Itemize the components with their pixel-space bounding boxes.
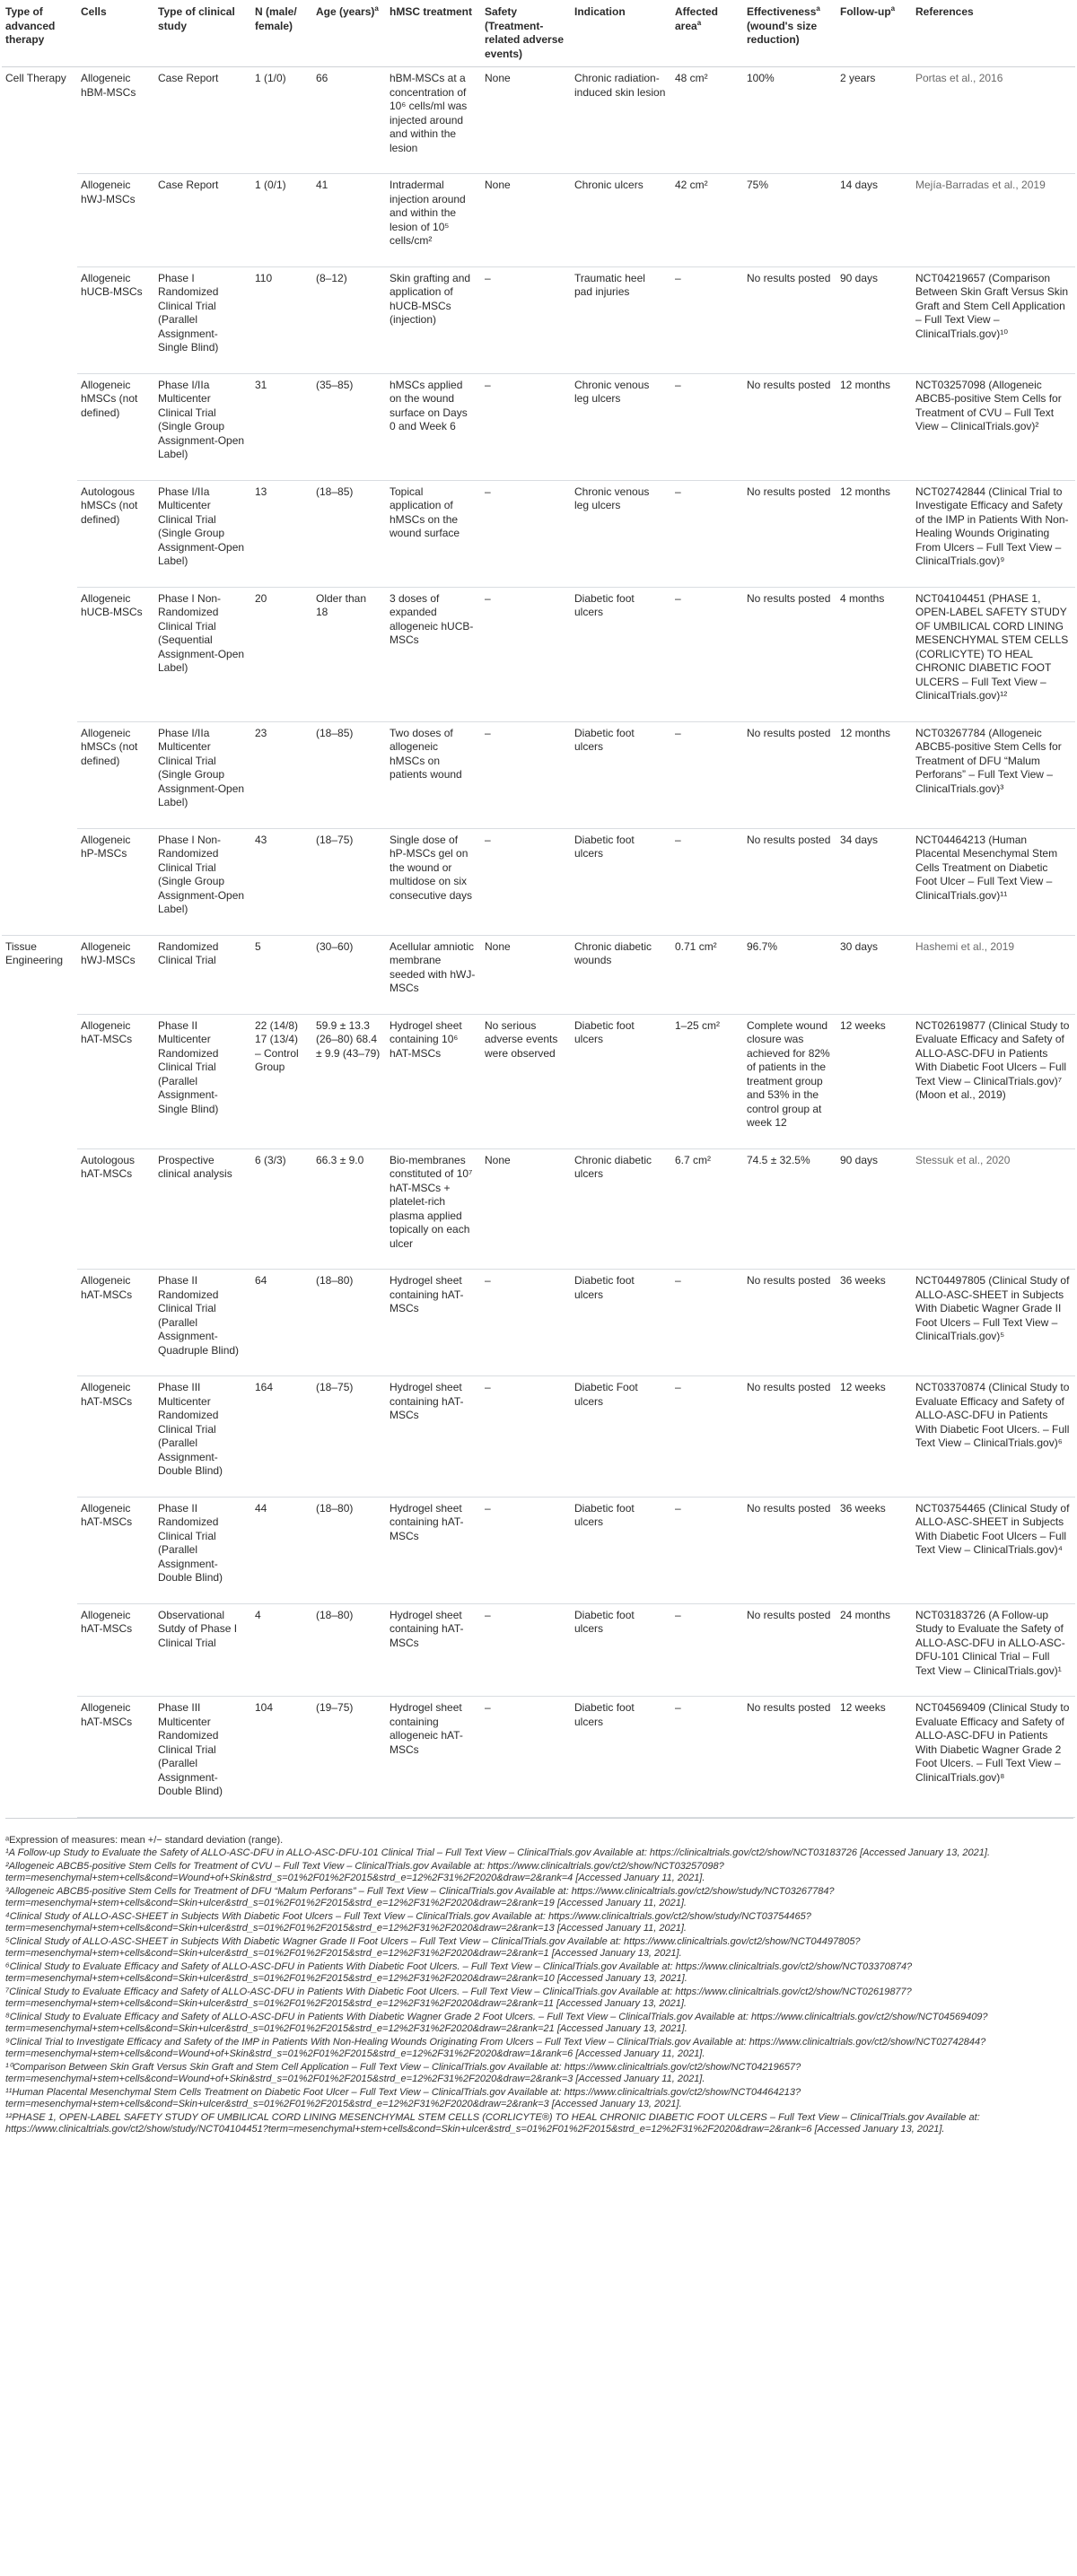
table-row <box>2 1376 1075 1498</box>
study-type: Phase II Multicenter Randomized Clinical Trial (Parallel Assignment-Single Blind) <box>154 1014 251 1148</box>
reference[interactable]: NCT02742844 (Clinical Trial to Investigate Efficacy and Safety of the IMP in Patients With Non-Healing Wounds Originating From Ulcers – Full Text View – ClinicalTrials.gov)⁹ <box>912 480 1075 587</box>
table-row <box>2 587 1075 721</box>
header-indication: Indication <box>571 2 671 67</box>
safety: – <box>481 721 571 828</box>
table-row <box>2 1497 1075 1603</box>
table-row <box>2 67 1075 174</box>
age-range: (8–12) <box>312 266 386 373</box>
follow-up: 36 weeks <box>836 1270 912 1376</box>
treatment: Hydrogel sheet containing allogeneic hAT-MSCs <box>386 1697 481 1818</box>
treatment: Bio-membranes constituted of 10⁷ hAT-MSCs + platelet-rich plasma applied topically on each ulcer <box>386 1148 481 1270</box>
study-type: Phase I Non-Randomized Clinical Trial (Single Group Assignment-Open Label) <box>154 828 251 935</box>
therapy-type <box>2 1497 77 1603</box>
affected-area: 42 cm² <box>671 174 743 267</box>
therapy-type <box>2 721 77 828</box>
affected-area: – <box>671 828 743 935</box>
cell-type: Allogeneic hAT-MSCs <box>77 1697 154 1818</box>
effectiveness: No results posted <box>743 266 836 373</box>
sample-size: 23 <box>251 721 312 828</box>
follow-up: 12 weeks <box>836 1014 912 1148</box>
safety: – <box>481 1697 571 1818</box>
treatment: Hydrogel sheet containing hAT-MSCs <box>386 1603 481 1697</box>
study-type: Prospective clinical analysis <box>154 1148 251 1270</box>
table-row <box>2 935 1075 1014</box>
sample-size: 110 <box>251 266 312 373</box>
header-area <box>671 2 743 67</box>
cell-type: Allogeneic hWJ-MSCs <box>77 174 154 267</box>
age-range: (19–75) <box>312 1697 386 1818</box>
table-row <box>2 373 1075 480</box>
table-row <box>2 721 1075 828</box>
effectiveness: 74.5 ± 32.5% <box>743 1148 836 1270</box>
header-references: References <box>912 2 1075 67</box>
footnote: ᵃExpression of measures: mean +/− standard deviation (range). <box>5 1834 284 1846</box>
therapy-type <box>2 174 77 267</box>
sample-size: 1 (1/0) <box>251 67 312 174</box>
table-row <box>2 1270 1075 1376</box>
table-header-row <box>2 2 1075 67</box>
age-range: (18–85) <box>312 721 386 828</box>
table-row <box>2 828 1075 935</box>
reference[interactable]: NCT02619877 (Clinical Study to Evaluate Efficacy and Safety of ALLO-ASC-DFU in Patients With Diabetic Foot Ulcers – Full Text View – ClinicalTrials.gov)⁷ (Moon et al., 2019) <box>912 1014 1075 1148</box>
header-effectiveness <box>743 2 836 67</box>
sample-size: 104 <box>251 1697 312 1818</box>
indication: Diabetic foot ulcers <box>571 1014 671 1148</box>
study-type: Phase I Non-Randomized Clinical Trial (Sequential Assignment-Open Label) <box>154 587 251 721</box>
effectiveness: No results posted <box>743 1376 836 1498</box>
treatment: Hydrogel sheet containing hAT-MSCs <box>386 1376 481 1498</box>
treatment: Topical application of hMSCs on the wound surface <box>386 480 481 587</box>
follow-up: 34 days <box>836 828 912 935</box>
study-type: Randomized Clinical Trial <box>154 935 251 1014</box>
table-body <box>2 67 1075 1818</box>
cell-type: Allogeneic hAT-MSCs <box>77 1376 154 1498</box>
safety: No serious adverse events were observed <box>481 1014 571 1148</box>
study-type: Phase I Randomized Clinical Trial (Parallel Assignment-Single Blind) <box>154 266 251 373</box>
study-type: Phase III Multicenter Randomized Clinical Trial (Parallel Assignment-Double Blind) <box>154 1697 251 1818</box>
affected-area: – <box>671 1497 743 1603</box>
follow-up: 14 days <box>836 174 912 267</box>
affected-area: – <box>671 1376 743 1498</box>
therapy-type <box>2 1603 77 1697</box>
header-followup-sup: a <box>890 4 896 13</box>
table-row <box>2 1603 1075 1697</box>
indication: Diabetic foot ulcers <box>571 587 671 721</box>
safety: – <box>481 1376 571 1498</box>
header-therapy: Type of advanced therapy <box>2 2 77 67</box>
affected-area: – <box>671 266 743 373</box>
age-range: (18–75) <box>312 1376 386 1498</box>
cell-type: Allogeneic hWJ-MSCs <box>77 935 154 1014</box>
safety: None <box>481 1148 571 1270</box>
header-followup <box>836 2 912 67</box>
therapy-type <box>2 266 77 373</box>
cell-type: Autologous hAT-MSCs <box>77 1148 154 1270</box>
header-cells: Cells <box>77 2 154 67</box>
treatment: Hydrogel sheet containing 10⁶ hAT-MSCs <box>386 1014 481 1148</box>
effectiveness: No results posted <box>743 587 836 721</box>
footnote: ⁶Clinical Study to Evaluate Efficacy and Safety of ALLO-ASC-DFU in Patients With Diabetic Foot Ulcers. – Full Text View – ClinicalTrials.gov Available at: https://www.clinicaltrials.gov/ct2/show/NCT03370874?term=mesenchymal+stem+cells&cond=Skin+ulcer&strd_s=01%2F01%2F2015&strd_e=12%2F31%2F2020&draw=2&rank=10 [Accessed January 13, 2021]. <box>5 1960 913 1984</box>
cell-type: Allogeneic hMSCs (not defined) <box>77 721 154 828</box>
effectiveness: No results posted <box>743 1497 836 1603</box>
age-range: (30–60) <box>312 935 386 1014</box>
safety: None <box>481 174 571 267</box>
sample-size: 44 <box>251 1497 312 1603</box>
safety: – <box>481 480 571 587</box>
study-type: Phase I/IIa Multicenter Clinical Trial (Single Group Assignment-Open Label) <box>154 480 251 587</box>
footnote: ⁵Clinical Study of ALLO-ASC-SHEET in Subjects With Diabetic Wagner Grade II Foot Ulcers – Full Text View – ClinicalTrials.gov Available at: https://www.clinicaltrials.gov/ct2/show/NCT04497805?term=mesenchymal+stem+cells&cond=Skin+ulcer&strd_s=01%2F01%2F2015&strd_e=12%2F31%2F2020&draw=2&rank=1 [Accessed January 13, 2021]. <box>5 1935 861 1959</box>
effectiveness: No results posted <box>743 373 836 480</box>
reference[interactable]: Portas et al., 2016 <box>912 67 1075 174</box>
footnote: ⁹Clinical Trial to Investigate Efficacy and Safety of the IMP in Patients With Non-Healing Wounds Originating From Ulcers – Full Text View – ClinicalTrials.gov Available at: https://www.clinicaltrials.gov/ct2/show/NCT02742844?term=mesenchymal+stem+cells&cond=Wound+of+Skin&strd_s=01%2F01%2F2015&strd_e=12%2F31%2F2020&draw=1&rank=6 [Accessed January 11, 2021]. <box>5 2036 986 2059</box>
follow-up: 36 weeks <box>836 1497 912 1603</box>
effectiveness: No results posted <box>743 1270 836 1376</box>
footnote: ⁷Clinical Study to Evaluate Efficacy and Safety of ALLO-ASC-DFU in Patients With Diabetic Foot Ulcers. – Full Text View – ClinicalTrials.gov Available at: https://www.clinicaltrials.gov/ct2/show/NCT02619877?term=mesenchymal+stem+cells&cond=Skin+ulcer&strd_s=01%2F01%2F2015&strd_e=12%2F31%2F2020&draw=2&rank=11 [Accessed January 13, 2021]. <box>5 1986 912 2009</box>
indication: Chronic radiation-induced skin lesion <box>571 67 671 174</box>
effectiveness: 75% <box>743 174 836 267</box>
indication: Diabetic foot ulcers <box>571 1603 671 1697</box>
footnote: ⁸Clinical Study to Evaluate Efficacy and Safety of ALLO-ASC-DFU in Patients With Diabetic Wagner Grade 2 Foot Ulcers. – Full Text View – ClinicalTrials.gov Available at: https://www.clinicaltrials.gov/ct2/show/NCT04569409?term=mesenchymal+stem+cells&cond=Skin+ulcer&strd_s=01%2F01%2F2015&strd_e=12%2F31%2F2020&draw=2&rank=21 [Accessed January 13, 2021]. <box>5 2011 988 2034</box>
footnote: ³Allogeneic ABCB5-positive Stem Cells for Treatment of DFU “Malum Perforans” – Full Text View – ClinicalTrials.gov Available at: https://www.clinicaltrials.gov/ct2/show/study/NCT03267784?term=mesenchymal+stem+cells&cond=Skin+ulcer&strd_s=01%2F01%2F2015&strd_e=12%2F31%2F2020&draw=2&rank=19 [Accessed January 11, 2021]. <box>5 1885 835 1908</box>
reference[interactable]: NCT04569409 (Clinical Study to Evaluate Efficacy and Safety of ALLO-ASC-DFU in Patients With Diabetic Wagner Grade 2 Foot Ulcers. – Full Text View – ClinicalTrials.gov)⁸ <box>912 1697 1075 1818</box>
affected-area: 0.71 cm² <box>671 935 743 1014</box>
indication: Diabetic foot ulcers <box>571 1497 671 1603</box>
follow-up: 90 days <box>836 1148 912 1270</box>
therapy-type <box>2 828 77 935</box>
follow-up: 2 years <box>836 67 912 174</box>
header-followup-label: Follow-up <box>840 5 891 18</box>
reference[interactable]: NCT04104451 (PHASE 1, OPEN-LABEL SAFETY STUDY OF UMBILICAL CORD LINING MESENCHYMAL STEM CELLS (CORLICYTE) TO HEAL CHRONIC DIABETIC FOOT ULCERS – Full Text View – ClinicalTrials.gov)¹² <box>912 587 1075 721</box>
reference[interactable]: Stessuk et al., 2020 <box>912 1148 1075 1270</box>
footnote: ¹¹Human Placental Mesenchymal Stem Cells Treatment on Diabetic Foot Ulcer – Full Text View – ClinicalTrials.gov Available at: https://www.clinicaltrials.gov/ct2/show/NCT04464213?term=mesenchymal+stem+cells&cond=Skin+ulcer&strd_s=01%2F01%2F2015&strd_e=12%2F31%2F2020&draw=2&rank=3 [Accessed January 13, 2021]. <box>5 2086 801 2109</box>
treatment: 3 doses of expanded allogeneic hUCB-MSCs <box>386 587 481 721</box>
cell-type: Allogeneic hUCB-MSCs <box>77 266 154 373</box>
sample-size: 1 (0/1) <box>251 174 312 267</box>
therapy-type <box>2 1270 77 1376</box>
treatment: Single dose of hP-MSCs gel on the wound or multidose on six consecutive days <box>386 828 481 935</box>
safety: None <box>481 67 571 174</box>
indication: Chronic venous leg ulcers <box>571 480 671 587</box>
therapy-type <box>2 1697 77 1818</box>
indication: Chronic diabetic ulcers <box>571 1148 671 1270</box>
sample-size: 4 <box>251 1603 312 1697</box>
therapy-type <box>2 587 77 721</box>
safety: – <box>481 587 571 721</box>
cell-type: Allogeneic hAT-MSCs <box>77 1270 154 1376</box>
table-row <box>2 266 1075 373</box>
follow-up: 90 days <box>836 266 912 373</box>
therapy-type: Cell Therapy <box>2 67 77 174</box>
affected-area: 48 cm² <box>671 67 743 174</box>
sample-size: 164 <box>251 1376 312 1498</box>
safety: – <box>481 1270 571 1376</box>
header-safety: Safety (Treatment-related adverse events) <box>481 2 571 67</box>
footnote: ¹A Follow-up Study to Evaluate the Safety of ALLO-ASC-DFU in ALLO-ASC-DFU-101 Clinical Trial – Full Text View – ClinicalTrials.gov Available at: https://clinicaltrials.gov/ct2/show/NCT03183726 [Accessed January 13, 2021]. <box>5 1847 991 1858</box>
indication: Traumatic heel pad injuries <box>571 266 671 373</box>
table-row <box>2 1697 1075 1818</box>
table-row <box>2 174 1075 267</box>
sample-size: 64 <box>251 1270 312 1376</box>
cell-type: Allogeneic hAT-MSCs <box>77 1497 154 1603</box>
affected-area: – <box>671 587 743 721</box>
header-age-label: Age (years) <box>316 5 375 18</box>
follow-up: 12 months <box>836 373 912 480</box>
table-row <box>2 1148 1075 1270</box>
effectiveness: No results posted <box>743 1697 836 1818</box>
effectiveness: No results posted <box>743 828 836 935</box>
study-type: Phase I/IIa Multicenter Clinical Trial (Single Group Assignment-Open Label) <box>154 373 251 480</box>
study-type: Phase II Randomized Clinical Trial (Parallel Assignment-Double Blind) <box>154 1497 251 1603</box>
reference[interactable]: NCT03183726 (A Follow-up Study to Evaluate the Safety of ALLO-ASC-DFU in ALLO-ASC-DFU-101 Clinical Trial – Full Text View – ClinicalTrials.gov)¹ <box>912 1603 1075 1697</box>
age-range: Older than 18 <box>312 587 386 721</box>
sample-size: 20 <box>251 587 312 721</box>
age-range: 59.9 ± 13.3 (26–80) 68.4 ± 9.9 (43–79) <box>312 1014 386 1148</box>
treatment: Two doses of allogeneic hMSCs on patients wound <box>386 721 481 828</box>
study-type: Case Report <box>154 67 251 174</box>
age-range: (18–85) <box>312 480 386 587</box>
follow-up: 12 months <box>836 721 912 828</box>
reference[interactable]: NCT03267784 (Allogeneic ABCB5-positive Stem Cells for Treatment of DFU “Malum Perforans” – Full Text View – ClinicalTrials.gov)³ <box>912 721 1075 828</box>
indication: Chronic diabetic wounds <box>571 935 671 1014</box>
follow-up: 30 days <box>836 935 912 1014</box>
therapy-type <box>2 1148 77 1270</box>
therapy-type <box>2 1376 77 1498</box>
safety: – <box>481 266 571 373</box>
therapy-type <box>2 480 77 587</box>
header-study-type: Type of clinical study <box>154 2 251 67</box>
treatment: Hydrogel sheet containing hAT-MSCs <box>386 1270 481 1376</box>
affected-area: – <box>671 1697 743 1818</box>
header-effectiveness-sup: a <box>816 4 820 13</box>
treatment: Intradermal injection around and within the lesion of 10⁵ cells/cm² <box>386 174 481 267</box>
cell-type: Allogeneic hBM-MSCs <box>77 67 154 174</box>
affected-area: – <box>671 373 743 480</box>
effectiveness: No results posted <box>743 721 836 828</box>
footnote: ²Allogeneic ABCB5-positive Stem Cells for Treatment of CVU – Full Text View – ClinicalTrials.gov Available at: https://www.clinicaltrials.gov/ct2/show/NCT03257098?term=mesenchymal+stem+cells&cond=Wound+of+Skin&strd_s=01%2F01%2F2015&strd_e=12%2F31%2F2020&draw=2&rank=4 [Accessed January 11, 2021]. <box>5 1860 724 1883</box>
follow-up: 12 weeks <box>836 1376 912 1498</box>
affected-area: 1–25 cm² <box>671 1014 743 1148</box>
age-range: 66.3 ± 9.0 <box>312 1148 386 1270</box>
footnote: ¹²PHASE 1, OPEN-LABEL SAFETY STUDY OF UMBILICAL CORD LINING MESENCHYMAL STEM CELLS (CORLICYTE®) TO HEAL CHRONIC DIABETIC FOOT ULCERS – Full Text View – ClinicalTrials.gov Available at: https://www.clinicaltrials.gov/ct2/show/study/NCT04104451?term=mesenchymal+stem+cells&cond=Skin+ulcer&strd_s=01%2F01%2F2015&strd_e=12%2F31%2F2020&draw=2&rank=6 [Accessed January 13, 2021]. <box>5 2111 980 2135</box>
age-range: (35–85) <box>312 373 386 480</box>
cell-type: Autologous hMSCs (not defined) <box>77 480 154 587</box>
reference[interactable]: NCT03754465 (Clinical Study of ALLO-ASC-SHEET in Subjects With Diabetic Foot Ulcers – Full Text View – ClinicalTrials.gov)⁴ <box>912 1497 1075 1603</box>
indication: Diabetic Foot ulcers <box>571 1376 671 1498</box>
sample-size: 13 <box>251 480 312 587</box>
indication: Chronic venous leg ulcers <box>571 373 671 480</box>
cell-type: Allogeneic hP-MSCs <box>77 828 154 935</box>
affected-area: – <box>671 1270 743 1376</box>
sample-size: 31 <box>251 373 312 480</box>
clinical-trials-table <box>2 2 1075 1818</box>
study-type: Phase I/IIa Multicenter Clinical Trial (Single Group Assignment-Open Label) <box>154 721 251 828</box>
sample-size: 22 (14/8) 17 (13/4) – Control Group <box>251 1014 312 1148</box>
affected-area: – <box>671 721 743 828</box>
safety: – <box>481 828 571 935</box>
header-effectiveness-suffix: (wound's size reduction) <box>747 19 818 46</box>
reference[interactable]: NCT04464213 (Human Placental Mesenchymal Stem Cells Treatment on Diabetic Foot Ulcer – Full Text View – ClinicalTrials.gov)¹¹ <box>912 828 1075 935</box>
affected-area: – <box>671 1603 743 1697</box>
effectiveness: Complete wound closure was achieved for 82% of patients in the treatment group and 53% in the control group at week 12 <box>743 1014 836 1148</box>
effectiveness: No results posted <box>743 1603 836 1697</box>
reference[interactable]: NCT04497805 (Clinical Study of ALLO-ASC-SHEET in Subjects With Diabetic Wagner Grade II Foot Ulcers – Full Text View – ClinicalTrials.gov)⁵ <box>912 1270 1075 1376</box>
indication: Chronic ulcers <box>571 174 671 267</box>
header-effectiveness-label: Effectiveness <box>747 5 817 18</box>
age-range: (18–80) <box>312 1270 386 1376</box>
treatment: Skin grafting and application of hUCB-MSCs (injection) <box>386 266 481 373</box>
age-range: 41 <box>312 174 386 267</box>
therapy-type <box>2 1014 77 1148</box>
treatment: Hydrogel sheet containing hAT-MSCs <box>386 1497 481 1603</box>
therapy-type <box>2 373 77 480</box>
effectiveness: 100% <box>743 67 836 174</box>
age-range: (18–75) <box>312 828 386 935</box>
indication: Diabetic foot ulcers <box>571 1697 671 1818</box>
study-type: Case Report <box>154 174 251 267</box>
cell-type: Allogeneic hAT-MSCs <box>77 1603 154 1697</box>
therapy-type: Tissue Engineering <box>2 935 77 1014</box>
affected-area: – <box>671 480 743 587</box>
header-area-sup: a <box>696 18 702 27</box>
table-row <box>2 1014 1075 1148</box>
reference[interactable]: NCT03370874 (Clinical Study to Evaluate Efficacy and Safety of ALLO-ASC-DFU in Patients With Diabetic Foot Ulcers. – Full Text View – ClinicalTrials.gov)⁶ <box>912 1376 1075 1498</box>
safety: – <box>481 373 571 480</box>
effectiveness: No results posted <box>743 480 836 587</box>
follow-up: 4 months <box>836 587 912 721</box>
indication: Diabetic foot ulcers <box>571 828 671 935</box>
follow-up: 12 months <box>836 480 912 587</box>
table-row <box>2 480 1075 587</box>
effectiveness: 96.7% <box>743 935 836 1014</box>
footnotes <box>5 1818 1073 2136</box>
footnote: ¹⁰Comparison Between Skin Graft Versus Skin Graft and Stem Cell Application – Full Text View – ClinicalTrials.gov Available at: https://www.clinicaltrials.gov/ct2/show/NCT04219657?term=mesenchymal+stem+cells&cond=Wound+of+Skin&strd_s=01%2F01%2F2015&strd_e=12%2F31%2F2020&draw=2&rank=3 [Accessed January 11, 2021]. <box>5 2061 801 2084</box>
safety: – <box>481 1603 571 1697</box>
reference[interactable]: Hashemi et al., 2019 <box>912 935 1075 1014</box>
study-type: Observational Sutdy of Phase I Clinical Trial <box>154 1603 251 1697</box>
cell-type: Allogeneic hUCB-MSCs <box>77 587 154 721</box>
study-type: Phase III Multicenter Randomized Clinical Trial (Parallel Assignment-Double Blind) <box>154 1376 251 1498</box>
treatment: hMSCs applied on the wound surface on Days 0 and Week 6 <box>386 373 481 480</box>
safety: – <box>481 1497 571 1603</box>
treatment: Acellular amniotic membrane seeded with hWJ-MSCs <box>386 935 481 1014</box>
cell-type: Allogeneic hMSCs (not defined) <box>77 373 154 480</box>
header-age-sup: a <box>374 4 379 13</box>
footnote: ⁴Clinical Study of ALLO-ASC-SHEET in Subjects With Diabetic Foot Ulcers – Full Text View – ClinicalTrials.gov Available at: https://www.clinicaltrials.gov/ct2/show/study/NCT03754465?term=mesenchymal+stem+cells&cond=Skin+ulcer&strd_s=01%2F01%2F2015&strd_e=12%2F31%2F2020&draw=2&rank=13 [Accessed January 11, 2021]. <box>5 1910 811 1934</box>
header-treatment: hMSC treatment <box>386 2 481 67</box>
header-area-label: Affected area <box>675 5 719 32</box>
follow-up: 12 weeks <box>836 1697 912 1818</box>
reference[interactable]: Mejía-Barradas et al., 2019 <box>912 174 1075 267</box>
reference[interactable]: NCT03257098 (Allogeneic ABCB5-positive Stem Cells for Treatment of CVU – Full Text View – ClinicalTrials.gov)² <box>912 373 1075 480</box>
header-age <box>312 2 386 67</box>
header-n: N (male/ female) <box>251 2 312 67</box>
cell-type: Allogeneic hAT-MSCs <box>77 1014 154 1148</box>
study-type: Phase II Randomized Clinical Trial (Parallel Assignment-Quadruple Blind) <box>154 1270 251 1376</box>
sample-size: 43 <box>251 828 312 935</box>
age-range: (18–80) <box>312 1497 386 1603</box>
sample-size: 6 (3/3) <box>251 1148 312 1270</box>
indication: Diabetic foot ulcers <box>571 721 671 828</box>
age-range: 66 <box>312 67 386 174</box>
indication: Diabetic foot ulcers <box>571 1270 671 1376</box>
follow-up: 24 months <box>836 1603 912 1697</box>
age-range: (18–80) <box>312 1603 386 1697</box>
safety: None <box>481 935 571 1014</box>
treatment: hBM-MSCs at a concentration of 10⁶ cells/ml was injected around and within the lesion <box>386 67 481 174</box>
sample-size: 5 <box>251 935 312 1014</box>
reference[interactable]: NCT04219657 (Comparison Between Skin Graft Versus Skin Graft and Stem Cell Application – Full Text View – ClinicalTrials.gov)¹⁰ <box>912 266 1075 373</box>
affected-area: 6.7 cm² <box>671 1148 743 1270</box>
